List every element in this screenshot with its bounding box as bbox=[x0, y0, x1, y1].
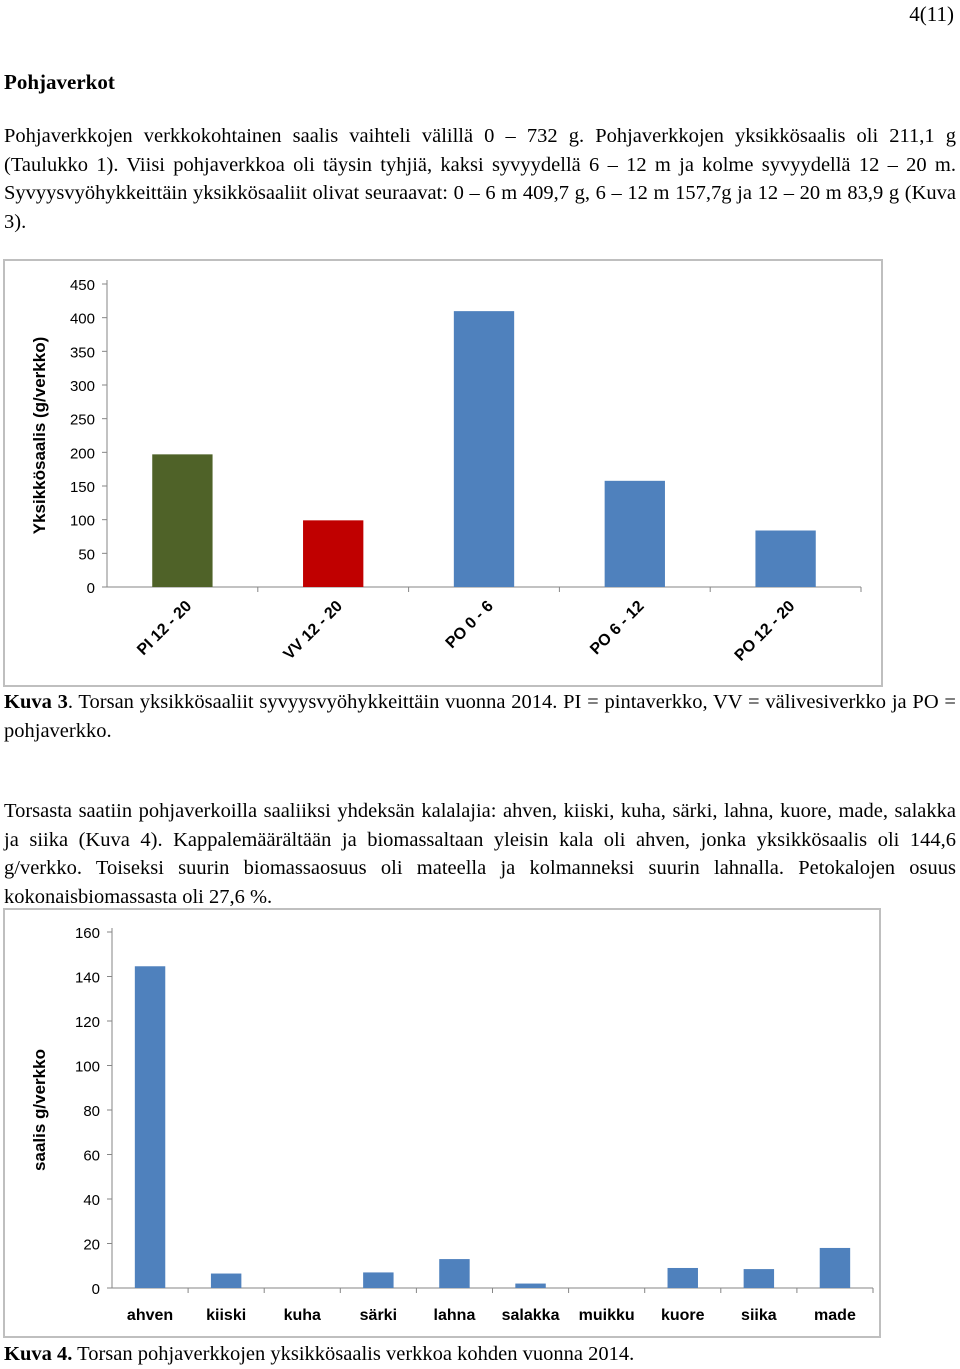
bar-pi12-20 bbox=[152, 454, 212, 587]
bar-ahven bbox=[135, 966, 165, 1288]
x-category-label: PO 0 - 6 bbox=[442, 597, 497, 652]
bar-salakka bbox=[515, 1284, 545, 1288]
figure-4-svg bbox=[5, 910, 879, 1336]
x-category-label: muikku bbox=[578, 1307, 635, 1324]
x-category-label: ahven bbox=[126, 1307, 174, 1324]
y-tick-label: 0 bbox=[91, 1281, 100, 1298]
x-category-label: PO 6 - 12 bbox=[587, 597, 648, 659]
bar-po0-6 bbox=[454, 311, 514, 587]
x-category-label: VV 12 - 20 bbox=[280, 597, 347, 664]
x-category-label: kuore bbox=[660, 1307, 705, 1324]
x-category-label: salakka bbox=[501, 1307, 560, 1324]
y-tick-label: 140 bbox=[74, 969, 100, 987]
y-tick-label: 200 bbox=[69, 445, 95, 463]
y-tick-label: 300 bbox=[69, 378, 95, 395]
bar-vv12-20 bbox=[303, 520, 363, 587]
y-tick-label: 40 bbox=[83, 1192, 100, 1209]
x-category-label: kiiski bbox=[206, 1307, 247, 1324]
bar-lahna bbox=[439, 1259, 469, 1288]
y-tick-label: 400 bbox=[69, 310, 95, 328]
y-tick-label: 50 bbox=[78, 546, 95, 564]
page-number: 4(11) bbox=[909, 2, 954, 26]
bar-kiiski bbox=[211, 1274, 241, 1288]
paragraph-1: Pohjaverkkojen verkkokohtainen saalis vaihteli välillä 0 – 732 g. Pohjaverkkojen yksikkösaalis oli 211,1 g (Taulukko 1). Viisi pohjaverkkoa oli täysin tyhjiä, kaksi syvyydellä 6 – 12 m ja kolme syvyydellä 12 – 20 m. Syvyysvyöhykkeittäin yksikkösaaliit olivat seuraavat: 0 – 6 m 409,7 g, 6 – 12 m 157,7g ja 12 – 20 m 83,9 g (Kuva 3). bbox=[4, 125, 956, 233]
figure-3-caption bbox=[4, 688, 956, 745]
figure-4-caption bbox=[4, 1340, 634, 1369]
y-tick-label: 100 bbox=[69, 512, 95, 530]
y-tick-label: 120 bbox=[74, 1014, 100, 1031]
bar-kuore bbox=[668, 1268, 698, 1288]
x-category-label: siika bbox=[741, 1307, 777, 1324]
figure-4-chart bbox=[3, 908, 881, 1338]
y-tick-label: 100 bbox=[74, 1058, 100, 1076]
y-tick-label: 0 bbox=[86, 580, 95, 597]
x-category-label: kuha bbox=[283, 1307, 321, 1324]
figure-3-svg bbox=[5, 261, 881, 685]
bar-siika bbox=[744, 1269, 774, 1288]
y-tick-label: 250 bbox=[69, 411, 95, 429]
bar-särki bbox=[363, 1272, 393, 1288]
y-axis-label: Yksikkösaalis (g/verkko) bbox=[30, 336, 49, 535]
figure-3-chart bbox=[3, 259, 883, 687]
y-tick-label: 60 bbox=[83, 1147, 100, 1165]
paragraph-2: Torsasta saatiin pohjaverkoilla saaliiksi yhdeksän kalalajia: ahven, kiiski, kuha, särki, lahna, kuore, made, salakka ja siika (Kuva 4). Kappalemäärältään ja biomassaltaan yleisin kala oli ahven, jonka yksikkösaalis oli 144,6 g/verkko. Toiseksi suurin biomassaosuus oli mateella ja kolmanneksi suurin lahnalla. Petokalojen osuus kokonaisbiomassasta oli 27,6 %. bbox=[4, 800, 956, 908]
bar-po12-20 bbox=[755, 531, 815, 587]
x-category-label: PI 12 - 20 bbox=[134, 597, 196, 659]
bar-po6-12 bbox=[605, 481, 665, 587]
section-heading: Pohjaverkot bbox=[4, 70, 115, 94]
x-category-label: särki bbox=[359, 1307, 398, 1324]
y-tick-label: 80 bbox=[83, 1103, 100, 1120]
y-tick-label: 450 bbox=[69, 277, 95, 294]
figure-3-caption-text: . Torsan yksikkösaaliit syvyysvyöhykkeittäin vuonna 2014. PI = pintaverkko, VV = välivesiverkko ja PO = pohjaverkko. bbox=[4, 691, 956, 742]
y-axis-label: saalis g/verkko bbox=[30, 1049, 49, 1171]
y-tick-label: 150 bbox=[69, 479, 95, 496]
figure-4-caption-text: Torsan pohjaverkkojen yksikkösaalis verkkoa kohden vuonna 2014. bbox=[72, 1343, 635, 1365]
x-category-label: PO 12 - 20 bbox=[731, 597, 799, 665]
y-tick-label: 20 bbox=[83, 1236, 100, 1254]
y-tick-label: 350 bbox=[69, 344, 95, 362]
x-category-label: lahna bbox=[433, 1307, 476, 1324]
figure-4-caption-label: Kuva 4. bbox=[4, 1343, 73, 1365]
y-tick-label: 160 bbox=[74, 925, 100, 942]
x-category-label: made bbox=[814, 1307, 856, 1324]
figure-3-caption-label: Kuva 3 bbox=[4, 691, 68, 713]
bar-made bbox=[820, 1248, 850, 1288]
